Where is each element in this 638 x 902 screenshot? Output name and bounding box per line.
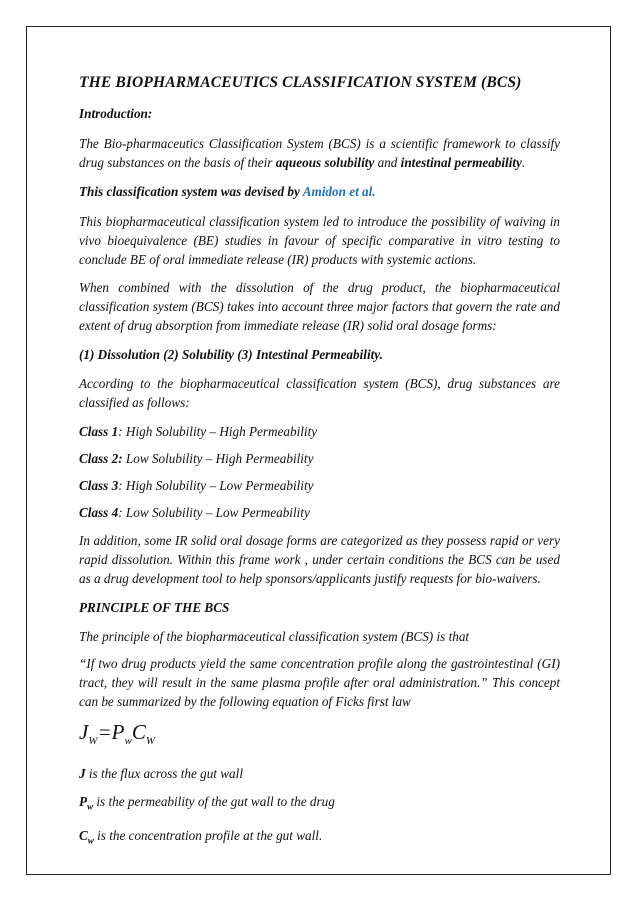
class-1-description: High Solubility – High Permeability (125, 424, 318, 439)
according-paragraph: According to the biopharmaceutical classification system (BCS), drug substances are classified as follows: (79, 376, 560, 410)
class-4-description: Low Solubility – Low Permeability (125, 505, 310, 520)
definition-concentration-subscript: w (87, 835, 94, 846)
definition-permeability-text: is the permeability of the gut wall to the drug (93, 794, 335, 810)
eq-permeability-symbol: P (111, 720, 125, 744)
factors-paragraph: When combined with the dissolution of the drug product, the biopharmaceutical classification system (BCS) takes into account three major factors that govern the rate and extent of drug absorption from immediate release (IR) solid oral dosage forms: (79, 280, 560, 333)
intro-end: . (521, 155, 526, 170)
eq-concentration-symbol: C (131, 720, 146, 744)
eq-permeability-subscript: w (124, 735, 132, 748)
principle-heading: PRINCIPLE OF THE BCS (79, 600, 230, 615)
class-4-line (79, 503, 560, 522)
class-2-description: Low Solubility – High Permeability (125, 451, 314, 466)
author-link[interactable]: Amidon et al. (302, 184, 376, 199)
introduction-heading: Introduction: (79, 106, 153, 121)
aqueous-solubility-term: aqueous solubility (275, 155, 375, 170)
devised-by-paragraph (79, 182, 560, 201)
eq-flux-subscript: W (88, 735, 98, 748)
eq-concentration-subscript: W (145, 735, 156, 748)
class-3-description: High Solubility – Low Permeability (125, 478, 314, 493)
document-title: THE BIOPHARMACEUTICS CLASSIFICATION SYSTEM (BCS) (79, 74, 522, 91)
intro-text: The Bio-pharmaceutics Classification System (BCS) is a scientific framework to classify drug substances on the basis of their (79, 136, 560, 170)
document-body (79, 73, 560, 850)
class-2-label: Class 2: (79, 451, 123, 466)
factors-list: (1) Dissolution (2) Solubility (3) Intestinal Permeability. (79, 347, 383, 362)
eq-equals: = (97, 720, 112, 744)
definition-concentration (79, 826, 560, 851)
intro-and: and (374, 155, 401, 170)
ficks-equation (79, 719, 560, 754)
principle-intro: The principle of the biopharmaceutical classification system (BCS) is that (79, 629, 470, 644)
class-3-separator: : (118, 478, 126, 493)
class-3-label: Class 3 (79, 478, 119, 493)
definition-flux-text: is the flux across the gut wall (85, 766, 243, 782)
definition-permeability-symbol: P (79, 794, 88, 810)
definition-flux-symbol: J (79, 766, 86, 782)
intestinal-permeability-term: intestinal permeability (400, 155, 522, 170)
class-2-line (79, 449, 560, 468)
definition-permeability (79, 792, 560, 817)
class-1-separator: : (118, 424, 126, 439)
devised-prefix: This classification system was devised by (79, 184, 303, 199)
addition-paragraph: In addition, some IR solid oral dosage forms are categorized as they possess rapid or very rapid dissolution. Within this frame work , under certain conditions the BCS can be used as a drug development tool to help sponsors/applicants justify requests for bio-waivers. (79, 533, 560, 586)
definition-concentration-symbol: C (79, 827, 88, 843)
class-3-line (79, 476, 560, 495)
definition-concentration-text: is the concentration profile at the gut wall. (93, 827, 323, 843)
eq-flux-symbol: J (79, 720, 89, 744)
waiving-paragraph: This biopharmaceutical classification system led to introduce the possibility of waiving in vivo bioequivalence (BE) studies in favour of specific comparative in vitro testing to conclude BE of oral immediate release (IR) products with systemic actions. (79, 214, 560, 267)
class-1-line (79, 422, 560, 441)
principle-quote: “If two drug products yield the same concentration profile along the gastrointestinal (GI) tract, they will result in the same plasma profile after oral administration.” This concept can be summarized by the following equation of Ficks first law (79, 656, 560, 709)
class-4-label: Class 4 (79, 505, 119, 520)
class-4-separator: : (118, 505, 126, 520)
intro-paragraph (79, 134, 560, 172)
definition-flux (79, 764, 560, 783)
definition-permeability-subscript: w (87, 801, 94, 812)
class-1-label: Class 1 (79, 424, 119, 439)
